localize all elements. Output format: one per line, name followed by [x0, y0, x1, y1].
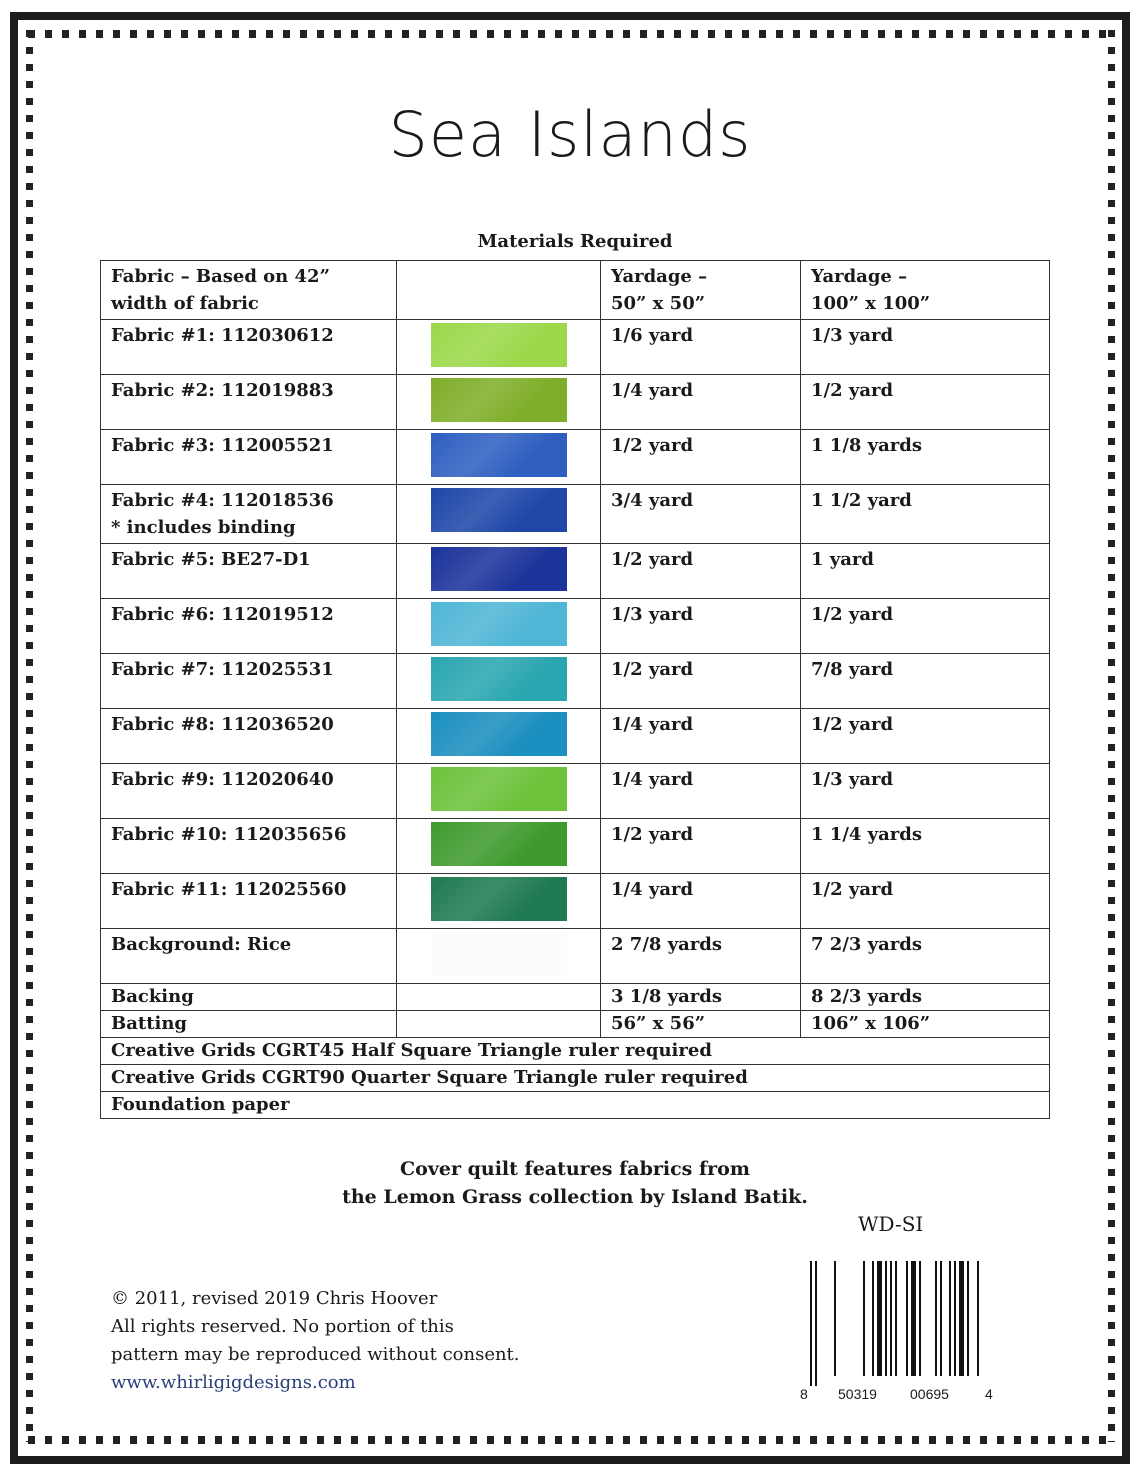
copyright-line: pattern may be reproduced without consent. — [111, 1344, 520, 1365]
materials-table — [100, 260, 1050, 1119]
table-row — [101, 709, 1050, 764]
requirement-note: Foundation paper — [111, 1094, 290, 1115]
fabric-label: Fabric #2: 112019883 — [111, 380, 334, 401]
barcode-bar — [959, 1261, 964, 1376]
header-fabric: Fabric – Based on 42” — [111, 266, 330, 287]
header-size-100: 100” x 100” — [811, 293, 931, 314]
page-title: Sea Islands — [388, 98, 752, 171]
header-yardage-100: Yardage – — [811, 266, 908, 287]
copyright-block — [111, 1285, 520, 1397]
barcode-bar — [967, 1261, 969, 1376]
table-row-batting — [101, 1011, 1050, 1038]
copyright-line: All rights reserved. No portion of this — [111, 1316, 454, 1337]
barcode-bar — [863, 1261, 865, 1376]
yardage-100: 1/2 yard — [811, 380, 894, 401]
fabric-label: Fabric #1: 112030612 — [111, 325, 334, 346]
fabric-swatch — [431, 822, 567, 866]
table-row — [101, 375, 1050, 430]
yardage-50: 1/2 yard — [611, 824, 694, 845]
header-size-50: 50” x 50” — [611, 293, 706, 314]
pattern-code: WD-SI — [858, 1212, 924, 1236]
table-row — [101, 485, 1050, 544]
yardage-50: 1/2 yard — [611, 435, 694, 456]
fabric-swatch — [431, 932, 567, 976]
barcode-digit: 8 — [800, 1386, 808, 1402]
fabric-swatch — [431, 433, 567, 477]
yardage-50: 1/2 yard — [611, 659, 694, 680]
table-row-note — [101, 1065, 1050, 1092]
table-row-backing — [101, 984, 1050, 1011]
barcode-bar — [890, 1261, 892, 1376]
yardage-100: 8 2/3 yards — [811, 986, 923, 1007]
barcode-bar — [954, 1261, 956, 1376]
barcode-digits: 50319 — [838, 1386, 877, 1402]
fabric-swatch — [431, 767, 567, 811]
fabric-swatch — [431, 657, 567, 701]
backing-label: Backing — [111, 986, 194, 1007]
copyright-line: © 2011, revised 2019 Chris Hoover — [111, 1288, 438, 1309]
barcode-bar — [935, 1261, 937, 1376]
fabric-swatch — [431, 712, 567, 756]
yardage-100: 7/8 yard — [811, 659, 894, 680]
fabric-swatch — [431, 488, 567, 532]
yardage-50: 1/2 yard — [611, 549, 694, 570]
fabric-label: Fabric #4: 112018536 — [111, 490, 334, 511]
fabric-swatch — [431, 602, 567, 646]
barcode-bar — [911, 1261, 916, 1376]
table-header-row — [101, 261, 1050, 320]
yardage-100: 7 2/3 yards — [811, 934, 923, 955]
table-row — [101, 599, 1050, 654]
barcode-image — [810, 1261, 982, 1386]
table-row — [101, 874, 1050, 929]
yardage-100: 1 1/8 yards — [811, 435, 923, 456]
yardage-100: 1/2 yard — [811, 879, 894, 900]
dotted-border-top — [28, 30, 1114, 38]
table-row — [101, 654, 1050, 709]
yardage-100: 1/3 yard — [811, 325, 894, 346]
yardage-100: 106” x 106” — [811, 1013, 931, 1034]
barcode-bar — [815, 1261, 817, 1386]
fabric-swatch — [431, 877, 567, 921]
cover-line: the Lemon Grass collection by Island Batik. — [342, 1186, 808, 1208]
barcode-bar — [919, 1261, 921, 1376]
yardage-50: 1/4 yard — [611, 769, 694, 790]
barcode-bar — [872, 1261, 874, 1376]
fabric-label: Fabric #7: 112025531 — [111, 659, 334, 680]
cover-note — [0, 1155, 1140, 1211]
table-row-note — [101, 1092, 1050, 1119]
fabric-label: Fabric #9: 112020640 — [111, 769, 334, 790]
yardage-50: 2 7/8 yards — [611, 934, 723, 955]
table-row-note — [101, 1038, 1050, 1065]
fabric-swatch — [431, 323, 567, 367]
table-row — [101, 929, 1050, 984]
yardage-50: 1/4 yard — [611, 879, 694, 900]
batting-label: Batting — [111, 1013, 188, 1034]
table-row — [101, 320, 1050, 375]
yardage-100: 1/3 yard — [811, 769, 894, 790]
header-fabric-sub: width of fabric — [111, 293, 259, 314]
fabric-note: * includes binding — [111, 517, 296, 538]
fabric-label: Background: Rice — [111, 934, 292, 955]
fabric-label: Fabric #5: BE27-D1 — [111, 549, 311, 570]
fabric-label: Fabric #6: 112019512 — [111, 604, 334, 625]
barcode-digits: 00695 — [910, 1386, 949, 1402]
barcode-bar — [810, 1261, 812, 1386]
yardage-50: 1/4 yard — [611, 714, 694, 735]
cover-line: Cover quilt features fabrics from — [400, 1158, 750, 1180]
fabric-label: Fabric #3: 112005521 — [111, 435, 334, 456]
barcode-bar — [940, 1261, 942, 1376]
yardage-50: 56” x 56” — [611, 1013, 706, 1034]
barcode-bar — [834, 1261, 836, 1376]
table-row — [101, 544, 1050, 599]
barcode-bar — [949, 1261, 951, 1376]
table-row — [101, 430, 1050, 485]
yardage-100: 1 1/2 yard — [811, 490, 912, 511]
table-row — [101, 819, 1050, 874]
barcode-bar — [977, 1261, 979, 1376]
fabric-swatch — [431, 378, 567, 422]
dotted-border-bottom — [28, 1436, 1114, 1444]
barcode-bar — [877, 1261, 882, 1376]
table-row — [101, 764, 1050, 819]
fabric-label: Fabric #8: 112036520 — [111, 714, 334, 735]
fabric-label: Fabric #10: 112035656 — [111, 824, 347, 845]
requirement-note: Creative Grids CGRT45 Half Square Triangle ruler required — [111, 1040, 712, 1061]
yardage-50: 3/4 yard — [611, 490, 694, 511]
requirement-note: Creative Grids CGRT90 Quarter Square Triangle ruler required — [111, 1067, 748, 1088]
section-title: Materials Required — [477, 231, 673, 252]
barcode-digit: 4 — [985, 1386, 993, 1402]
yardage-100: 1/2 yard — [811, 714, 894, 735]
yardage-100: 1 yard — [811, 549, 874, 570]
yardage-50: 1/4 yard — [611, 380, 694, 401]
yardage-50: 1/6 yard — [611, 325, 694, 346]
header-yardage-50: Yardage – — [611, 266, 708, 287]
fabric-swatch — [431, 547, 567, 591]
website-link[interactable]: www.whirligigdesigns.com — [111, 1372, 356, 1393]
barcode-bar — [895, 1261, 897, 1376]
yardage-50: 1/3 yard — [611, 604, 694, 625]
yardage-100: 1/2 yard — [811, 604, 894, 625]
barcode-bar — [906, 1261, 908, 1376]
yardage-100: 1 1/4 yards — [811, 824, 923, 845]
fabric-label: Fabric #11: 112025560 — [111, 879, 347, 900]
barcode-bar — [885, 1261, 887, 1376]
yardage-50: 3 1/8 yards — [611, 986, 723, 1007]
